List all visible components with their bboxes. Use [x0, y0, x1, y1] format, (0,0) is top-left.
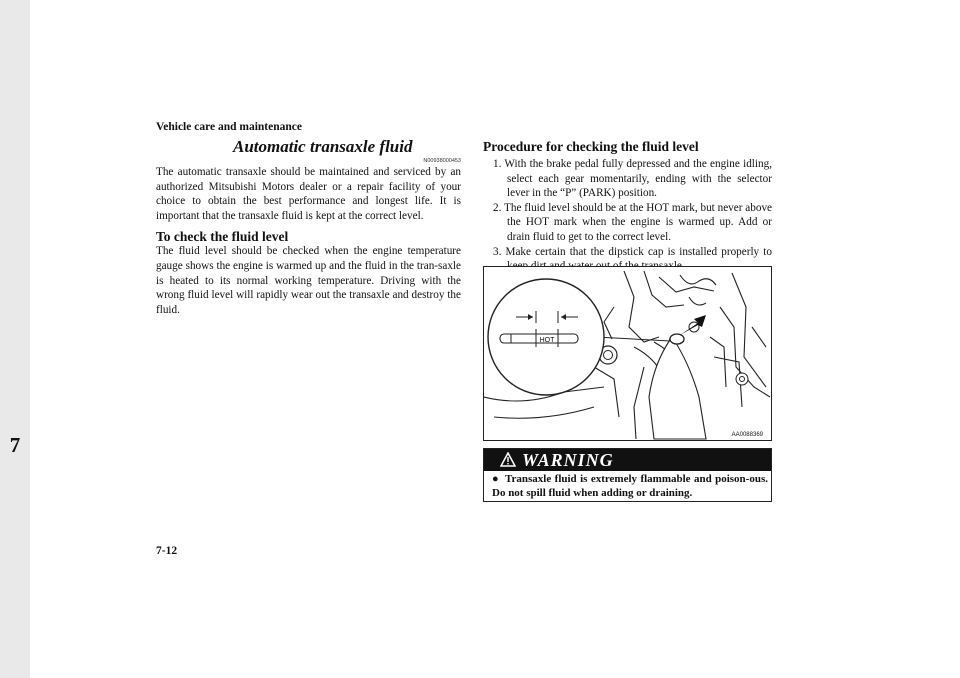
procedure-step: 1. With the brake pedal fully depressed and the engine idling, select each gear momentarily, ending with the selector lever in the “P” (PARK) position. [493, 158, 772, 200]
warning-header [484, 449, 771, 471]
hot-mark-label: HOT [539, 337, 555, 344]
engine-bay-drawing [484, 267, 771, 440]
procedure-steps [483, 157, 772, 274]
reference-code: N00938000453 [423, 158, 461, 164]
check-fluid-paragraph: The fluid level should be checked when the engine temperature gauge shows the engine is warmed up and the fluid in the tran-saxle is heated to its normal working temperature. Driving with the wrong fluid level will rapidly wear out the transaxle and destroy the fluid. [156, 245, 461, 316]
chapter-number: 7 [9, 433, 21, 457]
right-column [483, 136, 772, 274]
procedure-step: 2. The fluid level should be at the HOT mark, but never above the HOT mark when the engine is warmed up. Add or drain fluid to get to the correct level. [493, 201, 772, 243]
left-column [156, 136, 461, 317]
bullet-icon: ● [492, 473, 499, 485]
warning-triangle-icon [500, 452, 516, 467]
page-number: 7-12 [156, 545, 178, 557]
figure-code: AA0088369 [731, 432, 763, 438]
warning-box [483, 448, 772, 502]
procedure-step: 3. Make certain that the dipstick cap is installed properly to [493, 245, 772, 258]
intro-paragraph: The automatic transaxle should be maintained and serviced by an authorized Mitsubishi Motors dealer or a repair facility of your choice to obtain the best performance and longest life. It is important that the transaxle fluid is kept at the correct level. [156, 166, 461, 222]
check-fluid-title: To check the fluid level [156, 229, 289, 245]
dipstick-illustration [483, 266, 772, 441]
chapter-side-tab [0, 0, 30, 678]
procedure-title: Procedure for checking the fluid level [483, 139, 699, 154]
section-title: Automatic transaxle fluid [233, 137, 413, 156]
warning-text-row [492, 473, 768, 500]
warning-label: WARNING [522, 450, 614, 470]
warning-text: Transaxle fluid is extremely flammable and poison-ous. Do not spill fluid when adding or draining. [492, 473, 768, 499]
running-header: Vehicle care and maintenance [156, 121, 302, 133]
